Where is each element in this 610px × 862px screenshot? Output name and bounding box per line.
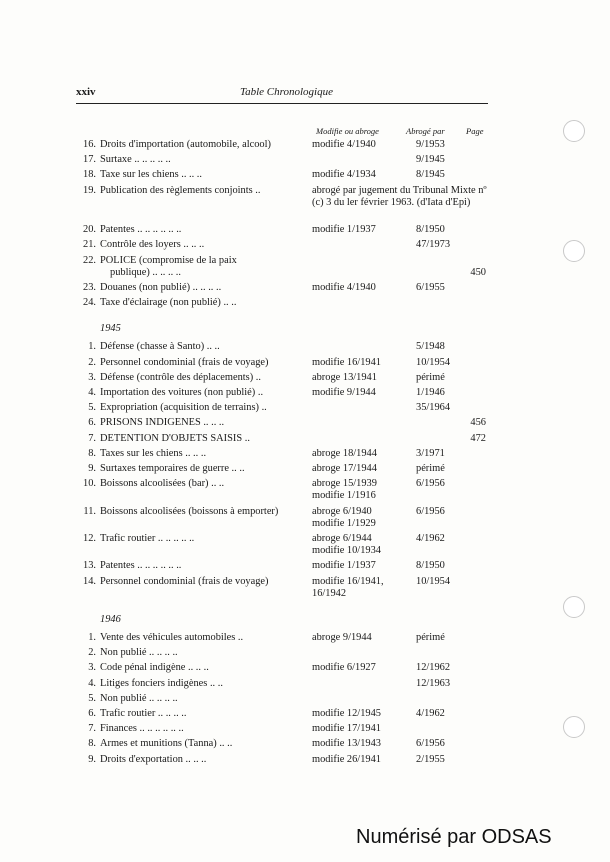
- entry-page: 472: [470, 432, 486, 444]
- entry-title: POLICE (compromise de la paix: [100, 254, 237, 266]
- entry-modifie: modifie 6/1927: [312, 662, 376, 674]
- entry-abroge-par: 2/1955: [416, 753, 445, 765]
- table-row: [76, 282, 496, 294]
- entry-modifie: modifie 26/1941: [312, 753, 381, 765]
- page-number: xxiv: [76, 86, 96, 98]
- entry-abroge-par: 8/1950: [416, 560, 445, 572]
- entry-title: DETENTION D'OBJETS SAISIS ..: [100, 432, 250, 444]
- entry-number: 5.: [88, 692, 96, 704]
- entry-modifie: modifie 13/1943: [312, 738, 381, 750]
- table-row: [76, 255, 496, 279]
- entry-abroge-par: 8/1950: [416, 224, 445, 236]
- table-row: [76, 738, 496, 750]
- entry-title: Non publié .. .. .. ..: [100, 692, 178, 704]
- entry-number: 11.: [83, 505, 96, 517]
- entry-abroge-par: 1/1946: [416, 387, 445, 399]
- table-row: [76, 297, 496, 309]
- entry-modifie: modifie 16/1941,: [312, 575, 384, 587]
- entry-number: 2.: [88, 356, 96, 368]
- entry-abroge-par: 9/1945: [416, 154, 445, 166]
- page-title: Table Chronologique: [240, 86, 334, 98]
- entry-number: 23.: [83, 282, 96, 294]
- table-row: [76, 417, 496, 429]
- table-row: [76, 154, 496, 166]
- table-row: [76, 647, 496, 659]
- entry-number: 1.: [88, 632, 96, 644]
- entry-page: 450: [470, 266, 486, 278]
- entry-number: 22.: [83, 254, 96, 266]
- entry-page: 456: [470, 417, 486, 429]
- entry-abroge-par: 10/1954: [416, 575, 451, 587]
- entry-modifie-2: modifie 1/1929: [312, 517, 376, 529]
- entry-number: 5.: [88, 402, 96, 414]
- entry-modifie: abroge 6/1944: [312, 533, 372, 545]
- entry-title: Droits d'exportation .. .. ..: [100, 753, 207, 765]
- entry-number: 20.: [83, 224, 96, 236]
- entry-number: 18.: [83, 169, 96, 181]
- entry-number: 10.: [83, 478, 96, 490]
- entry-title: Publication des règlements conjoints ..: [100, 184, 261, 196]
- entry-modifie-2: 16/1942: [312, 587, 347, 599]
- binder-hole-3: [563, 596, 585, 618]
- year-heading-1945: 1945: [100, 323, 121, 335]
- table-row: [76, 662, 496, 674]
- table-row: [76, 632, 496, 644]
- entry-number: 8.: [88, 738, 96, 750]
- entry-title: Finances .. .. .. .. .. ..: [100, 723, 184, 735]
- entry-title: Surtaxe .. .. .. .. ..: [100, 154, 171, 166]
- entry-title: Taxe sur les chiens .. .. ..: [100, 169, 202, 181]
- entry-number: 8.: [88, 447, 96, 459]
- entry-number: 21.: [83, 239, 96, 251]
- table-row: [76, 576, 496, 600]
- entry-number: 6.: [88, 708, 96, 720]
- column-header-page: Page: [466, 126, 484, 136]
- entry-modifie: modifie 1/1937: [312, 560, 376, 572]
- entry-modifie: abroge 6/1940: [312, 505, 372, 517]
- table-row: [76, 185, 496, 222]
- entry-abroge-par: 10/1954: [416, 356, 451, 368]
- entry-number: 6.: [88, 417, 96, 429]
- entry-number: 9.: [88, 753, 96, 765]
- entry-modifie: abroge 13/1941: [312, 371, 377, 383]
- entry-number: 13.: [83, 560, 96, 572]
- entry-number: 4.: [88, 677, 96, 689]
- entry-title: Patentes .. .. .. .. .. ..: [100, 560, 182, 572]
- entry-title-continued: publique) .. .. .. ..: [110, 266, 181, 278]
- entry-modifie: modifie 12/1945: [312, 708, 381, 720]
- entry-abroge-par: 35/1964: [416, 402, 451, 414]
- entry-title: Droits d'importation (automobile, alcool): [100, 139, 271, 150]
- column-header-modifie: Modifie ou abroge: [316, 126, 379, 136]
- entry-title: Non publié .. .. .. ..: [100, 647, 178, 659]
- entry-number: 17.: [83, 154, 96, 166]
- entry-number: 3.: [88, 371, 96, 383]
- entry-number: 16.: [83, 139, 96, 150]
- entry-modifie: modifie 9/1944: [312, 387, 376, 399]
- table-row: [76, 478, 496, 502]
- table-row: [76, 506, 496, 530]
- entry-title: Contrôle des loyers .. .. ..: [100, 239, 205, 251]
- binder-hole-2: [563, 240, 585, 262]
- entry-modifie: modifie 4/1934: [312, 169, 376, 181]
- entry-title: Boissons alcoolisées (bar) .. ..: [100, 478, 225, 490]
- entry-title: Boissons alcoolisées (boissons à emporter): [100, 505, 279, 517]
- entry-title: Personnel condominial (frais de voyage): [100, 575, 269, 587]
- entry-title: Taxes sur les chiens .. .. ..: [100, 447, 207, 459]
- entry-modifie: modifie 1/1937: [312, 224, 376, 236]
- entry-number: 7.: [88, 723, 96, 735]
- entry-number: 2.: [88, 647, 96, 659]
- table-row: [76, 723, 496, 735]
- entry-modifie: modifie 4/1940: [312, 139, 376, 150]
- entry-number: 1.: [88, 341, 96, 353]
- column-header-abroge-par: Abrogé par: [406, 126, 445, 136]
- table-row: [76, 169, 496, 181]
- table-row: [76, 433, 496, 445]
- entry-note: abrogé par jugement du Tribunal Mixte nº (c) 3 du ler février 1963. (d'Iata d'Epi): [312, 184, 487, 208]
- table-row: [76, 560, 496, 572]
- table-row: [76, 139, 496, 151]
- section-1945: [76, 341, 496, 600]
- table-row: [76, 239, 496, 251]
- table-row: [76, 402, 496, 414]
- section-1946: [76, 632, 496, 766]
- year-heading-1946: 1946: [100, 614, 121, 626]
- entry-modifie: abroge 15/1939: [312, 478, 377, 490]
- entry-abroge-par: 6/1956: [416, 505, 445, 517]
- entry-abroge-par: 8/1945: [416, 169, 445, 181]
- table-row: [76, 678, 496, 690]
- entry-title: Trafic routier .. .. .. ..: [100, 708, 187, 720]
- entry-title: Personnel condominial (frais de voyage): [100, 356, 269, 368]
- entry-abroge-par: 6/1955: [416, 282, 445, 294]
- table-row: [76, 533, 496, 557]
- entry-number: 24.: [83, 297, 96, 309]
- chronological-table: [76, 139, 496, 766]
- entry-title: Code pénal indigène .. .. ..: [100, 662, 209, 674]
- table-row: [76, 754, 496, 766]
- entry-abroge-par: périmé: [416, 632, 445, 644]
- entry-title: Expropriation (acquisition de terrains) ..: [100, 402, 267, 414]
- entry-number: 9.: [88, 463, 96, 475]
- entry-title: Patentes .. .. .. .. .. ..: [100, 224, 182, 236]
- entry-title: Vente des véhicules automobiles ..: [100, 632, 244, 644]
- table-row: [76, 372, 496, 384]
- entry-abroge-par: périmé: [416, 371, 445, 383]
- entry-number: 12.: [83, 533, 96, 545]
- entry-modifie-2: modifie 1/1916: [312, 490, 376, 502]
- entry-modifie: abroge 9/1944: [312, 632, 372, 644]
- entry-modifie: modifie 17/1941: [312, 723, 381, 735]
- entry-abroge-par: 4/1962: [416, 708, 445, 720]
- entry-number: 7.: [88, 432, 96, 444]
- watermark: Numérisé par ODSAS: [356, 826, 552, 848]
- table-row: [76, 693, 496, 705]
- header-rule: [76, 103, 488, 104]
- section-1944: [76, 139, 496, 309]
- entry-number: 3.: [88, 662, 96, 674]
- table-row: [76, 224, 496, 236]
- entry-title: PRISONS INDIGENES .. .. ..: [100, 417, 225, 429]
- entry-modifie: modifie 4/1940: [312, 282, 376, 294]
- entry-title: Taxe d'éclairage (non publié) .. ..: [100, 297, 237, 309]
- entry-abroge-par: 3/1971: [416, 447, 445, 459]
- table-row: [76, 708, 496, 720]
- table-row: [76, 463, 496, 475]
- entry-abroge-par: 47/1973: [416, 239, 451, 251]
- entry-abroge-par: 4/1962: [416, 533, 445, 545]
- binder-hole-1: [563, 120, 585, 142]
- entry-modifie-2: modifie 10/1934: [312, 545, 381, 557]
- entry-number: 4.: [88, 387, 96, 399]
- entry-modifie: abroge 17/1944: [312, 463, 377, 475]
- entry-title: Douanes (non publié) .. .. .. ..: [100, 282, 222, 294]
- entry-title: Armes et munitions (Tanna) .. ..: [100, 738, 233, 750]
- table-row: [76, 448, 496, 460]
- entry-number: 19.: [83, 184, 96, 196]
- entry-modifie: modifie 16/1941: [312, 356, 381, 368]
- entry-title: Défense (contrôle des déplacements) ..: [100, 371, 261, 383]
- table-row: [76, 341, 496, 353]
- binder-hole-4: [563, 716, 585, 738]
- entry-number: 14.: [83, 575, 96, 587]
- table-row: [76, 357, 496, 369]
- entry-abroge-par: 9/1953: [416, 139, 445, 150]
- entry-abroge-par: 6/1956: [416, 478, 445, 490]
- entry-abroge-par: 6/1956: [416, 738, 445, 750]
- entry-abroge-par: 12/1962: [416, 662, 451, 674]
- entry-abroge-par: périmé: [416, 463, 445, 475]
- entry-title: Défense (chasse à Santo) .. ..: [100, 341, 220, 353]
- entry-title: Surtaxes temporaires de guerre .. ..: [100, 463, 245, 475]
- entry-title: Trafic routier .. .. .. .. ..: [100, 533, 195, 545]
- entry-title: Litiges fonciers indigènes .. ..: [100, 677, 223, 689]
- entry-modifie: abroge 18/1944: [312, 447, 377, 459]
- entry-abroge-par: 12/1963: [416, 677, 451, 689]
- entry-abroge-par: 5/1948: [416, 341, 445, 353]
- entry-title: Importation des voitures (non publié) ..: [100, 387, 264, 399]
- table-row: [76, 387, 496, 399]
